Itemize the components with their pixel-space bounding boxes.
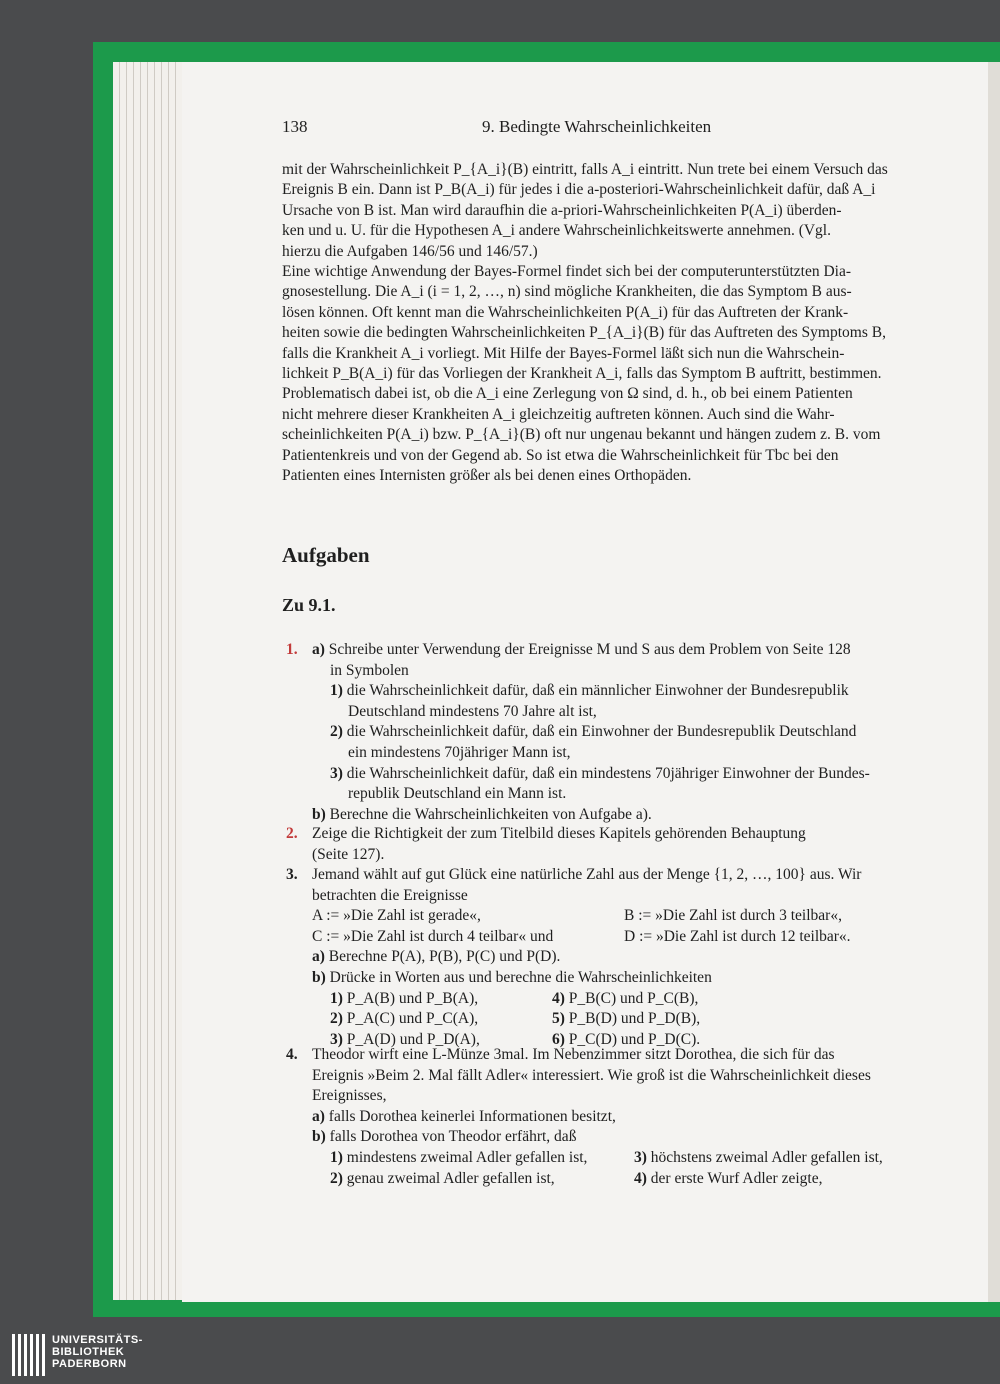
task-line <box>312 865 861 885</box>
task-label: 1) <box>330 1149 347 1166</box>
task-text: höchstens zweimal Adler gefallen ist, <box>650 1149 883 1166</box>
task-label: 5) <box>552 1010 569 1028</box>
intro-line: Eine wichtige Anwendung der Bayes-Formel findet sich bei der computerunterstützten Dia- <box>282 263 852 281</box>
intro-line: nicht mehrere dieser Krankheiten A_i gleichzeitig auftreten können. Auch sind die Wahr- <box>282 405 835 423</box>
task-line <box>330 764 870 784</box>
book-page <box>182 62 988 1302</box>
task-text: falls Dorothea von Theodor erfährt, daß <box>329 1128 577 1146</box>
task-text: republik Deutschland ein Mann ist. <box>348 785 567 803</box>
task-text: D := »Die Zahl ist durch 12 teilbar«. <box>624 927 851 945</box>
intro-line: gnosestellung. Die A_i (i = 1, 2, …, n) sind mögliche Krankheiten, die das Symptom B aus- <box>282 283 852 301</box>
task-text: (Seite 127). <box>312 845 385 863</box>
task-label: 4) <box>552 989 569 1007</box>
intro-line: Ereignis B ein. Dann ist P_B(A_i) für jedes i die a-posteriori-Wahrscheinlichkeit dafür, daß A_i <box>282 181 876 199</box>
task-line <box>312 906 481 926</box>
task-text: der erste Wurf Adler zeigte, <box>650 1169 823 1187</box>
chapter-title: 9. Bedingte Wahrscheinlichkeiten <box>482 117 712 136</box>
task-line <box>330 989 478 1009</box>
task-line <box>348 702 597 722</box>
task-text: A := »Die Zahl ist gerade«, <box>312 907 481 925</box>
task-text: ein mindestens 70jähriger Mann ist, <box>348 744 571 761</box>
task-number: 3. <box>286 866 298 883</box>
task-line-column2 <box>624 906 842 926</box>
task-label: 3) <box>330 764 347 782</box>
intro-line: Patientenkreis und von der Gegend ab. So ist etwa die Wahrscheinlichkeit für Tbc bei den <box>282 446 839 464</box>
task-line <box>312 1127 576 1147</box>
task-line <box>312 1045 835 1065</box>
sub-heading: Zu 9.1. <box>282 595 336 615</box>
task-line <box>330 681 849 701</box>
task-number: 4. <box>286 1046 298 1063</box>
task-text: Deutschland mindestens 70 Jahre alt ist, <box>348 702 597 720</box>
task-line-column2 <box>634 1169 822 1189</box>
task-text: P_C(D) und P_D(C). <box>568 1030 701 1048</box>
library-logo-text: UNIVERSITÄTS- BIBLIOTHEK PADERBORN <box>52 1334 143 1370</box>
task-text: die Wahrscheinlichkeit dafür, daß ein mindestens 70jähriger Einwohner der Bundes- <box>346 764 870 782</box>
task-label: a) <box>312 948 329 966</box>
intro-line: Problematisch dabei ist, ob die A_i eine Zerlegung von Ω sind, d. h., ob bei einem Patienten <box>282 385 853 403</box>
task-text: P_A(D) und P_D(A), <box>346 1030 480 1048</box>
intro-line: mit der Wahrscheinlichkeit P_{A_i}(B) eintritt, falls A_i eintritt. Nun trete bei einem Versuch das <box>282 161 888 178</box>
task-line <box>330 722 856 742</box>
intro-line: Ursache von B ist. Man wird daraufhin die a-priori-Wahrscheinlichkeiten P(A_i) überden- <box>282 201 842 219</box>
task-label: 6) <box>552 1030 569 1048</box>
task-label: 3) <box>330 1030 347 1048</box>
task-label: 1) <box>330 682 347 700</box>
task-label: a) <box>312 1107 329 1125</box>
task-label: 1) <box>330 989 347 1007</box>
task-line-column2 <box>552 989 698 1009</box>
task-label: 3) <box>634 1149 651 1166</box>
task-text: P_B(D) und P_D(B), <box>568 1010 701 1028</box>
task-text: falls Dorothea keinerlei Informationen besitzt, <box>328 1107 616 1125</box>
task-text: Zeige die Richtigkeit der zum Titelbild dieses Kapitels gehörenden Behauptung <box>312 825 806 842</box>
task-line <box>330 1009 478 1029</box>
task-label: a) <box>312 641 329 658</box>
task-text: P_A(C) und P_C(A), <box>346 1010 479 1028</box>
intro-line: falls die Krankheit A_i vorliegt. Mit Hilfe der Bayes-Formel läßt sich nun die Wahrschein- <box>282 344 845 362</box>
task-label: b) <box>312 805 330 823</box>
task-label: b) <box>312 1128 330 1146</box>
task-text: Berechne P(A), P(B), P(C) und P(D). <box>328 948 561 966</box>
task-line-column2 <box>624 927 851 947</box>
task-line <box>330 661 409 681</box>
task-line <box>312 1066 871 1086</box>
task-text: Theodor wirft eine L-Münze 3mal. Im Nebenzimmer sitzt Dorothea, die sich für das <box>312 1046 835 1063</box>
intro-line: scheinlichkeiten P(A_i) bzw. P_{A_i}(B) oft nur ungenau bekannt und hängen zudem z. B. vom <box>282 426 881 444</box>
task-text: Jemand wählt auf gut Glück eine natürliche Zahl aus der Menge {1, 2, …, 100} aus. Wir <box>312 866 862 883</box>
task-text: C := »Die Zahl ist durch 4 teilbar« und <box>312 927 554 945</box>
section-heading: Aufgaben <box>282 543 370 567</box>
intro-paragraph <box>282 160 932 487</box>
page-stack <box>113 62 185 1300</box>
task-label: 4) <box>634 1169 651 1187</box>
task-line <box>312 947 560 967</box>
task-line <box>312 824 806 844</box>
intro-line: ken und u. U. für die Hypothesen A_i andere Wahrscheinlichkeitswerte annehmen. (Vgl. <box>282 222 831 240</box>
task-line-column2 <box>634 1148 883 1168</box>
task-line <box>312 1107 616 1127</box>
intro-line: hierzu die Aufgaben 146/56 und 146/57.) <box>282 242 538 260</box>
task-label: b) <box>312 969 330 986</box>
task-line <box>312 1086 386 1106</box>
page-number: 138 <box>282 117 308 136</box>
library-logo-icon <box>12 1334 48 1376</box>
task-line-column2 <box>552 1009 700 1029</box>
task-line <box>312 845 384 865</box>
task-label: 2) <box>330 723 347 741</box>
task-number: 1. <box>286 641 298 658</box>
task-text: Schreibe unter Verwendung der Ereignisse M und S aus dem Problem von Seite 128 <box>328 641 851 658</box>
task-text: mindestens zweimal Adler gefallen ist, <box>346 1149 588 1166</box>
task-text: B := »Die Zahl ist durch 3 teilbar«, <box>624 907 842 925</box>
intro-line: heiten sowie die bedingten Wahrscheinlichkeiten P_{A_i}(B) für das Auftreten des Symptoms B, <box>282 324 886 342</box>
task-text: betrachten die Ereignisse <box>312 886 468 904</box>
task-text: genau zweimal Adler gefallen ist, <box>346 1169 555 1187</box>
task-line <box>312 927 553 947</box>
task-label: 2) <box>330 1169 347 1187</box>
task-text: die Wahrscheinlichkeit dafür, daß ein männlicher Einwohner der Bundesrepublik <box>346 682 849 700</box>
library-logo <box>12 1334 202 1378</box>
task-text: Berechne die Wahrscheinlichkeiten von Aufgabe a). <box>329 805 652 823</box>
task-text: Drücke in Worten aus und berechne die Wahrscheinlichkeiten <box>329 969 712 986</box>
task-line <box>312 886 468 906</box>
task-text: Ereignisses, <box>312 1087 387 1105</box>
task-label: 2) <box>330 1010 347 1028</box>
task-line <box>330 1148 587 1168</box>
task-line <box>312 968 712 988</box>
task-line <box>330 1169 555 1189</box>
task-text: P_A(B) und P_B(A), <box>346 989 479 1007</box>
task-line <box>348 743 571 763</box>
task-text: Ereignis »Beim 2. Mal fällt Adler« interessiert. Wie groß ist die Wahrscheinlichkeit dieses <box>312 1066 871 1084</box>
intro-line: lösen können. Oft kennt man die Wahrscheinlichkeiten P(A_i) für das Auftreten der Krank- <box>282 303 849 321</box>
task-number: 2. <box>286 825 298 842</box>
task-text: P_B(C) und P_C(B), <box>568 989 699 1007</box>
task-text: in Symbolen <box>330 661 409 679</box>
task-line <box>312 640 851 660</box>
intro-line: Patienten eines Internisten größer als bei denen eines Orthopäden. <box>282 467 692 485</box>
task-text: die Wahrscheinlichkeit dafür, daß ein Einwohner der Bundesrepublik Deutschland <box>346 723 857 741</box>
intro-line: lichkeit P_B(A_i) für das Vorliegen der Krankheit A_i, falls das Symptom B auftritt, bestimmen. <box>282 365 882 383</box>
task-line <box>348 784 566 804</box>
task-line <box>312 805 652 825</box>
